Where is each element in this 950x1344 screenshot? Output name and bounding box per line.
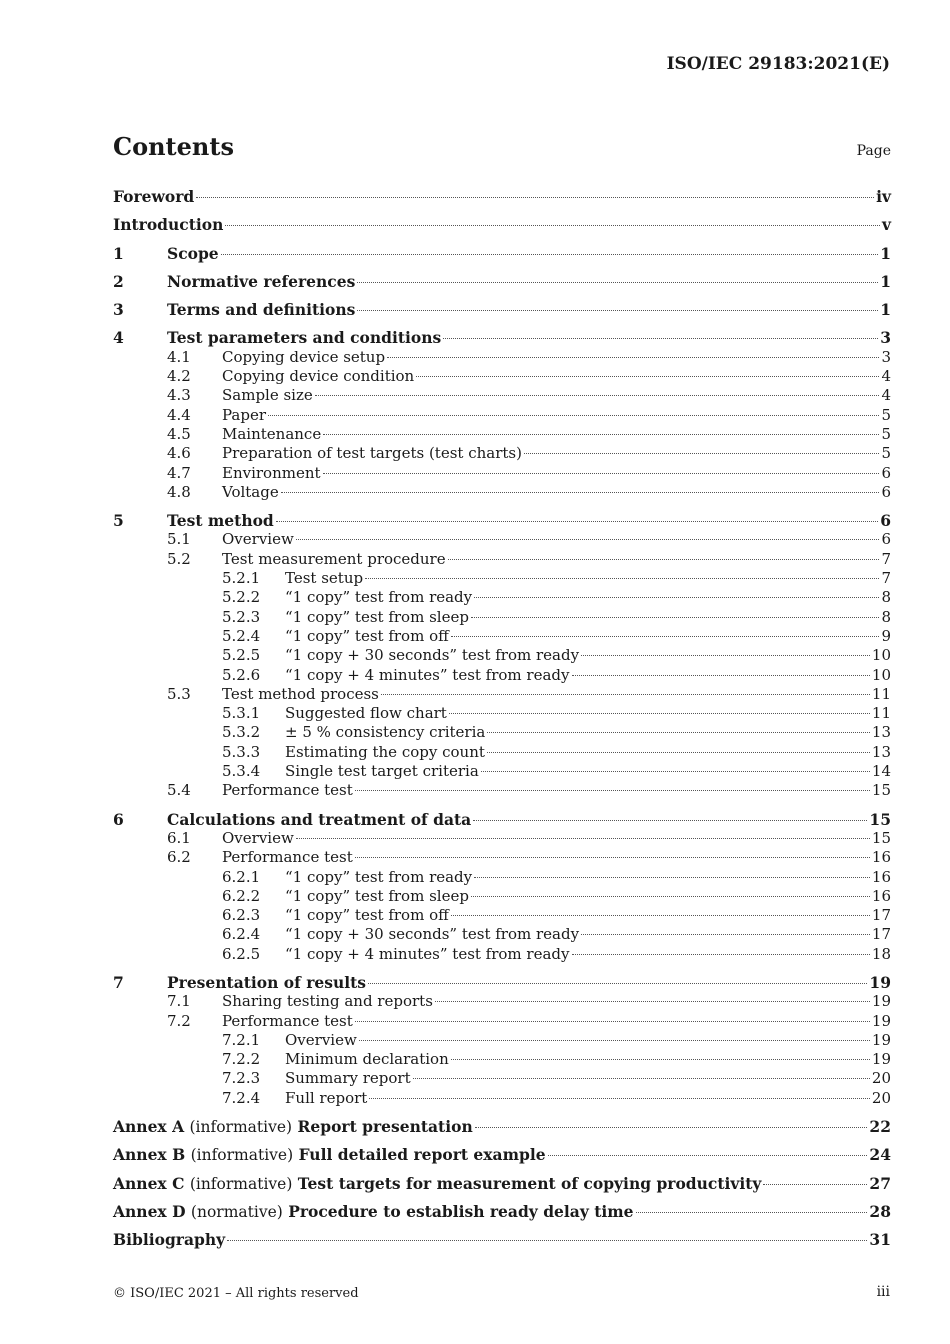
toc-entry[interactable] xyxy=(113,723,891,742)
annex-type: (informative) xyxy=(190,1146,294,1165)
toc-entry-page: 4 xyxy=(881,367,891,386)
toc-entry-title: Introduction xyxy=(113,215,224,235)
toc-entry[interactable] xyxy=(113,348,891,367)
toc-entry-number: 4.4 xyxy=(167,405,191,424)
toc-entry-page: 1 xyxy=(880,271,891,291)
toc-entry-page: 3 xyxy=(881,347,891,366)
dot-leader xyxy=(581,934,870,935)
toc-entry-title: Presentation of results xyxy=(167,972,366,992)
dot-leader xyxy=(473,820,867,821)
toc-entry[interactable] xyxy=(113,272,891,291)
toc-entry-page: 5 xyxy=(881,405,891,424)
toc-entry-number: 5.2.1 xyxy=(222,569,261,588)
toc-entry-number: 4.8 xyxy=(167,482,191,501)
dot-leader xyxy=(221,254,879,255)
toc-entry-number: 5.2.3 xyxy=(222,607,261,626)
dot-leader xyxy=(281,492,880,493)
toc-entry-number: 3 xyxy=(113,300,124,320)
toc-entry-number: 4.3 xyxy=(167,386,191,405)
dot-leader xyxy=(471,896,870,897)
toc-entry-page: 16 xyxy=(871,848,891,867)
toc-entry-title: Environment xyxy=(222,463,321,482)
toc-entry[interactable] xyxy=(113,829,891,848)
toc-entry-page: 10 xyxy=(871,665,891,684)
toc-entry-title: “1 copy” test from sleep xyxy=(285,886,469,905)
toc-entry[interactable] xyxy=(113,483,891,502)
toc-entry-number: 6.2 xyxy=(167,848,191,867)
toc-entry-number: 7 xyxy=(113,972,124,992)
toc-entry-title: Performance test xyxy=(222,781,353,800)
toc-entry-page: 13 xyxy=(871,742,891,761)
toc-entry-title: Test parameters and conditions xyxy=(167,328,442,348)
toc-entry[interactable] xyxy=(113,925,891,944)
toc-entry-page: 9 xyxy=(881,626,891,645)
toc-entry-number: 6.2.3 xyxy=(222,906,261,925)
toc-entry-number: 6.2.5 xyxy=(222,944,261,963)
dot-leader xyxy=(296,539,880,540)
dot-leader xyxy=(475,1127,868,1128)
toc-entry-page: 15 xyxy=(871,781,891,800)
dot-leader xyxy=(268,415,879,416)
toc-entry-page: 8 xyxy=(881,588,891,607)
toc-entry-number: 5.2.5 xyxy=(222,646,261,665)
toc-entry-page: 13 xyxy=(871,723,891,742)
dot-leader xyxy=(357,310,878,311)
toc-entry-number: 7.2 xyxy=(167,1011,191,1030)
annex-title: Procedure to establish ready delay time xyxy=(288,1201,634,1221)
toc-entry-page: 7 xyxy=(881,549,891,568)
toc-entry-number: 7.2.4 xyxy=(222,1088,261,1107)
dot-leader xyxy=(763,1184,867,1185)
toc-entry-number: 5.1 xyxy=(167,530,191,549)
toc-entry-page: 19 xyxy=(871,1011,891,1030)
toc-entry-title: Overview xyxy=(222,828,294,847)
toc-entry[interactable] xyxy=(113,743,891,762)
toc-entry-page: 1 xyxy=(880,243,891,263)
annex-type: (normative) xyxy=(190,1202,283,1221)
toc-entry[interactable] xyxy=(113,215,891,234)
dot-leader xyxy=(357,282,878,283)
dot-leader xyxy=(359,1040,870,1041)
toc-entry-title: Full report xyxy=(285,1088,368,1107)
toc-entry-title xyxy=(113,1202,634,1222)
toc-entry-number: 1 xyxy=(113,243,124,263)
toc-entry[interactable] xyxy=(113,464,891,483)
page-number: iii xyxy=(876,1284,890,1300)
toc-entry-title: Estimating the copy count xyxy=(285,742,485,761)
toc-entry-number: 6.2.2 xyxy=(222,886,261,905)
dot-leader xyxy=(365,578,879,579)
toc-entry-title: “1 copy + 4 minutes” test from ready xyxy=(285,665,570,684)
toc-entry[interactable] xyxy=(113,300,891,319)
dot-leader xyxy=(355,857,870,858)
annex-type: (informative) xyxy=(189,1118,293,1137)
toc-entry[interactable] xyxy=(113,781,891,800)
toc-entry-title: Maintenance xyxy=(222,424,322,443)
toc-entry[interactable] xyxy=(113,685,891,704)
toc-entry-number: 5.4 xyxy=(167,781,191,800)
toc-entry[interactable] xyxy=(113,569,891,588)
toc-entry-number: 4.2 xyxy=(167,367,191,386)
dot-leader xyxy=(474,597,879,598)
toc-entry-number: 4.5 xyxy=(167,424,191,443)
toc-entry[interactable] xyxy=(113,386,891,405)
toc-entry[interactable] xyxy=(113,550,891,569)
copyright-notice: © ISO/IEC 2021 – All rights reserved xyxy=(113,1286,359,1301)
dot-leader xyxy=(387,357,879,358)
toc-entry-title: Terms and definitions xyxy=(167,300,356,320)
dot-leader xyxy=(548,1155,868,1156)
dot-leader xyxy=(323,434,879,435)
toc-entry-title: Paper xyxy=(222,405,267,424)
toc-entry-number: 5.3 xyxy=(167,684,191,703)
dot-leader xyxy=(487,732,870,733)
toc-entry[interactable] xyxy=(113,1174,891,1193)
dot-leader xyxy=(449,713,870,714)
toc-entry-page: 5 xyxy=(881,444,891,463)
toc-entry[interactable] xyxy=(113,1117,891,1136)
toc-entry-page: 24 xyxy=(869,1145,891,1165)
dot-leader xyxy=(225,225,880,226)
toc-entry[interactable] xyxy=(113,1050,891,1069)
annex-type: (informative) xyxy=(189,1174,293,1193)
toc-entry-title: Voltage xyxy=(222,482,279,501)
toc-entry-page: 4 xyxy=(881,386,891,405)
toc-entry-title xyxy=(113,1117,473,1137)
dot-leader xyxy=(572,954,870,955)
toc-entry-title: ± 5 % consistency criteria xyxy=(285,723,486,742)
toc-entry-page: 3 xyxy=(880,328,891,348)
toc-entry[interactable] xyxy=(113,1012,891,1031)
toc-entry[interactable] xyxy=(113,887,891,906)
toc-entry[interactable] xyxy=(113,906,891,925)
toc-entry-title xyxy=(113,1145,546,1165)
toc-entry-title: Test measurement procedure xyxy=(222,549,446,568)
annex-label: Annex A xyxy=(113,1117,185,1137)
toc-entry[interactable] xyxy=(113,1145,891,1164)
toc-entry-number: 7.2.3 xyxy=(222,1069,261,1088)
toc-entry-number: 2 xyxy=(113,271,124,291)
toc-entry-number: 5.3.4 xyxy=(222,762,261,781)
dot-leader xyxy=(636,1212,868,1213)
toc-entry-page: 1 xyxy=(880,300,891,320)
toc-entry-title: “1 copy” test from ready xyxy=(285,867,473,886)
dot-leader xyxy=(451,1059,870,1060)
toc-entry-title: Overview xyxy=(285,1030,357,1049)
toc-entry-title: Test setup xyxy=(285,569,364,588)
toc-entry[interactable] xyxy=(113,627,891,646)
toc-entry[interactable] xyxy=(113,1069,891,1088)
toc-entry-page: 11 xyxy=(871,704,891,723)
toc-entry-page: 22 xyxy=(869,1117,891,1137)
toc-entry-title xyxy=(113,1174,761,1194)
toc-entry-page: 6 xyxy=(880,511,891,531)
toc-entry-page: 16 xyxy=(871,867,891,886)
toc-entry[interactable] xyxy=(113,1230,891,1249)
page-column-label: Page xyxy=(856,143,891,159)
toc-entry-page: 20 xyxy=(871,1069,891,1088)
dot-leader xyxy=(416,376,879,377)
dot-leader xyxy=(315,395,880,396)
toc-entry[interactable] xyxy=(113,973,891,992)
toc-entry-page: 6 xyxy=(881,463,891,482)
contents-title: Contents xyxy=(113,132,234,161)
toc-entry-number: 4.1 xyxy=(167,347,191,366)
toc-entry-number: 6.2.1 xyxy=(222,867,261,886)
toc-entry-number: 5.2.2 xyxy=(222,588,261,607)
toc-entry-page: 17 xyxy=(871,925,891,944)
toc-entry-page: 19 xyxy=(871,1030,891,1049)
toc-entry-number: 5.2 xyxy=(167,549,191,568)
toc-entry-title: Single test target criteria xyxy=(285,762,479,781)
toc-entry-title: Minimum declaration xyxy=(285,1050,449,1069)
toc-entry-title: Calculations and treatment of data xyxy=(167,809,472,829)
toc-entry[interactable] xyxy=(113,530,891,549)
toc-entry-title: Performance test xyxy=(222,1011,353,1030)
toc-entry-page: 19 xyxy=(871,992,891,1011)
dot-leader xyxy=(572,675,870,676)
dot-leader xyxy=(355,1021,870,1022)
dot-leader xyxy=(474,877,870,878)
dot-leader xyxy=(481,771,870,772)
toc-entry-page: 28 xyxy=(869,1201,891,1221)
toc-entry[interactable] xyxy=(113,848,891,867)
toc-entry-number: 5 xyxy=(113,511,124,531)
toc-entry-number: 5.3.2 xyxy=(222,723,261,742)
toc-entry[interactable] xyxy=(113,1031,891,1050)
toc-entry[interactable] xyxy=(113,328,891,347)
toc-entry-title: Foreword xyxy=(113,187,195,206)
toc-entry-title: Bibliography xyxy=(113,1230,226,1250)
toc-entry-number: 7.1 xyxy=(167,992,191,1011)
toc-entry-page: 6 xyxy=(881,482,891,501)
toc-entry-page: 5 xyxy=(881,424,891,443)
dot-leader xyxy=(369,1098,870,1099)
toc-entry-page: 15 xyxy=(869,809,891,829)
toc-entry-page: 20 xyxy=(871,1088,891,1107)
toc-entry-page: 10 xyxy=(871,646,891,665)
toc-entry[interactable] xyxy=(113,762,891,781)
toc-entry-page: 18 xyxy=(871,944,891,963)
toc-entry-page: 27 xyxy=(869,1173,891,1193)
dot-leader xyxy=(487,752,870,753)
toc-entry-title: Suggested flow chart xyxy=(285,704,447,723)
toc-entry-page: 19 xyxy=(871,1050,891,1069)
toc-entry-title: Sample size xyxy=(222,386,313,405)
toc-entry[interactable] xyxy=(113,367,891,386)
toc-entry-page: 31 xyxy=(869,1230,891,1250)
toc-entry-number: 7.2.2 xyxy=(222,1050,261,1069)
toc-entry[interactable] xyxy=(113,588,891,607)
dot-leader xyxy=(355,790,870,791)
toc-entry-page: 7 xyxy=(881,569,891,588)
toc-entry-title: Copying device condition xyxy=(222,367,415,386)
annex-title: Report presentation xyxy=(297,1117,473,1137)
annex-label: Annex C xyxy=(113,1173,185,1193)
dot-leader xyxy=(381,694,870,695)
toc-entry-title: “1 copy + 30 seconds” test from ready xyxy=(285,646,580,665)
dot-leader xyxy=(581,655,870,656)
toc-entry-title: Copying device setup xyxy=(222,347,386,366)
table-of-contents xyxy=(113,187,891,1250)
toc-entry[interactable] xyxy=(113,704,891,723)
dot-leader xyxy=(196,197,874,198)
toc-entry-number: 6.2.4 xyxy=(222,925,261,944)
toc-entry-number: 4.6 xyxy=(167,444,191,463)
dot-leader xyxy=(448,559,880,560)
toc-entry-title: Preparation of test targets (test charts) xyxy=(222,444,522,463)
toc-entry-number: 5.3.3 xyxy=(222,742,261,761)
annex-label: Annex D xyxy=(113,1201,186,1221)
toc-entry[interactable] xyxy=(113,444,891,463)
toc-entry-page: iv xyxy=(876,187,891,206)
toc-entry-title: Performance test xyxy=(222,848,353,867)
toc-entry[interactable] xyxy=(113,1089,891,1108)
toc-entry-number: 5.2.4 xyxy=(222,626,261,645)
toc-entry-number: 7.2.1 xyxy=(222,1030,261,1049)
toc-entry[interactable] xyxy=(113,244,891,263)
toc-entry-title: Normative references xyxy=(167,271,356,291)
toc-entry-title: Sharing testing and reports xyxy=(222,992,433,1011)
toc-entry[interactable] xyxy=(113,425,891,444)
toc-entry-title: “1 copy” test from sleep xyxy=(285,607,469,626)
toc-entry-number: 4.7 xyxy=(167,463,191,482)
annex-title: Test targets for measurement of copying productivity xyxy=(297,1173,762,1193)
toc-entry-page: v xyxy=(881,215,891,235)
toc-entry[interactable] xyxy=(113,992,891,1011)
toc-entry[interactable] xyxy=(113,511,891,530)
dot-leader xyxy=(435,1001,870,1002)
standard-id: ISO/IEC 29183:2021(E) xyxy=(666,54,890,74)
toc-entry-title: “1 copy” test from ready xyxy=(285,588,473,607)
dot-leader xyxy=(471,617,880,618)
toc-entry-title: “1 copy” test from off xyxy=(285,626,449,645)
dot-leader xyxy=(368,983,867,984)
toc-entry[interactable] xyxy=(113,868,891,887)
toc-entry-title: Summary report xyxy=(285,1069,411,1088)
toc-entry-title: “1 copy + 4 minutes” test from ready xyxy=(285,944,570,963)
toc-entry-title: “1 copy” test from off xyxy=(285,906,449,925)
toc-entry-title: Test method xyxy=(167,511,274,531)
toc-entry-title: Test method process xyxy=(222,684,379,703)
toc-entry[interactable] xyxy=(113,945,891,964)
toc-entry[interactable] xyxy=(113,646,891,665)
toc-entry-page: 17 xyxy=(871,906,891,925)
toc-entry-page: 8 xyxy=(881,607,891,626)
toc-entry-page: 6 xyxy=(881,530,891,549)
dot-leader xyxy=(443,338,878,339)
dot-leader xyxy=(227,1240,867,1241)
toc-entry-page: 15 xyxy=(871,828,891,847)
toc-entry-title: “1 copy + 30 seconds” test from ready xyxy=(285,925,580,944)
toc-entry-number: 4 xyxy=(113,328,124,348)
dot-leader xyxy=(276,521,878,522)
toc-entry-page: 14 xyxy=(871,762,891,781)
dot-leader xyxy=(524,453,880,454)
toc-entry-page: 16 xyxy=(871,886,891,905)
toc-entry[interactable] xyxy=(113,810,891,829)
annex-label: Annex B xyxy=(113,1145,186,1165)
dot-leader xyxy=(296,838,870,839)
toc-entry[interactable] xyxy=(113,666,891,685)
dot-leader xyxy=(413,1078,870,1079)
toc-entry-page: 19 xyxy=(869,972,891,992)
toc-entry-title: Overview xyxy=(222,530,294,549)
toc-entry[interactable] xyxy=(113,608,891,627)
toc-entry[interactable] xyxy=(113,406,891,425)
toc-entry-number: 6 xyxy=(113,809,124,829)
dot-leader xyxy=(451,915,870,916)
toc-entry-number: 5.2.6 xyxy=(222,665,261,684)
toc-entry[interactable] xyxy=(113,1202,891,1221)
toc-entry-number: 6.1 xyxy=(167,828,191,847)
toc-entry[interactable] xyxy=(113,187,891,206)
annex-title: Full detailed report example xyxy=(298,1145,546,1165)
dot-leader xyxy=(323,473,880,474)
toc-entry-page: 11 xyxy=(871,684,891,703)
dot-leader xyxy=(451,636,880,637)
toc-entry-title: Scope xyxy=(167,243,219,263)
toc-entry-number: 5.3.1 xyxy=(222,704,261,723)
